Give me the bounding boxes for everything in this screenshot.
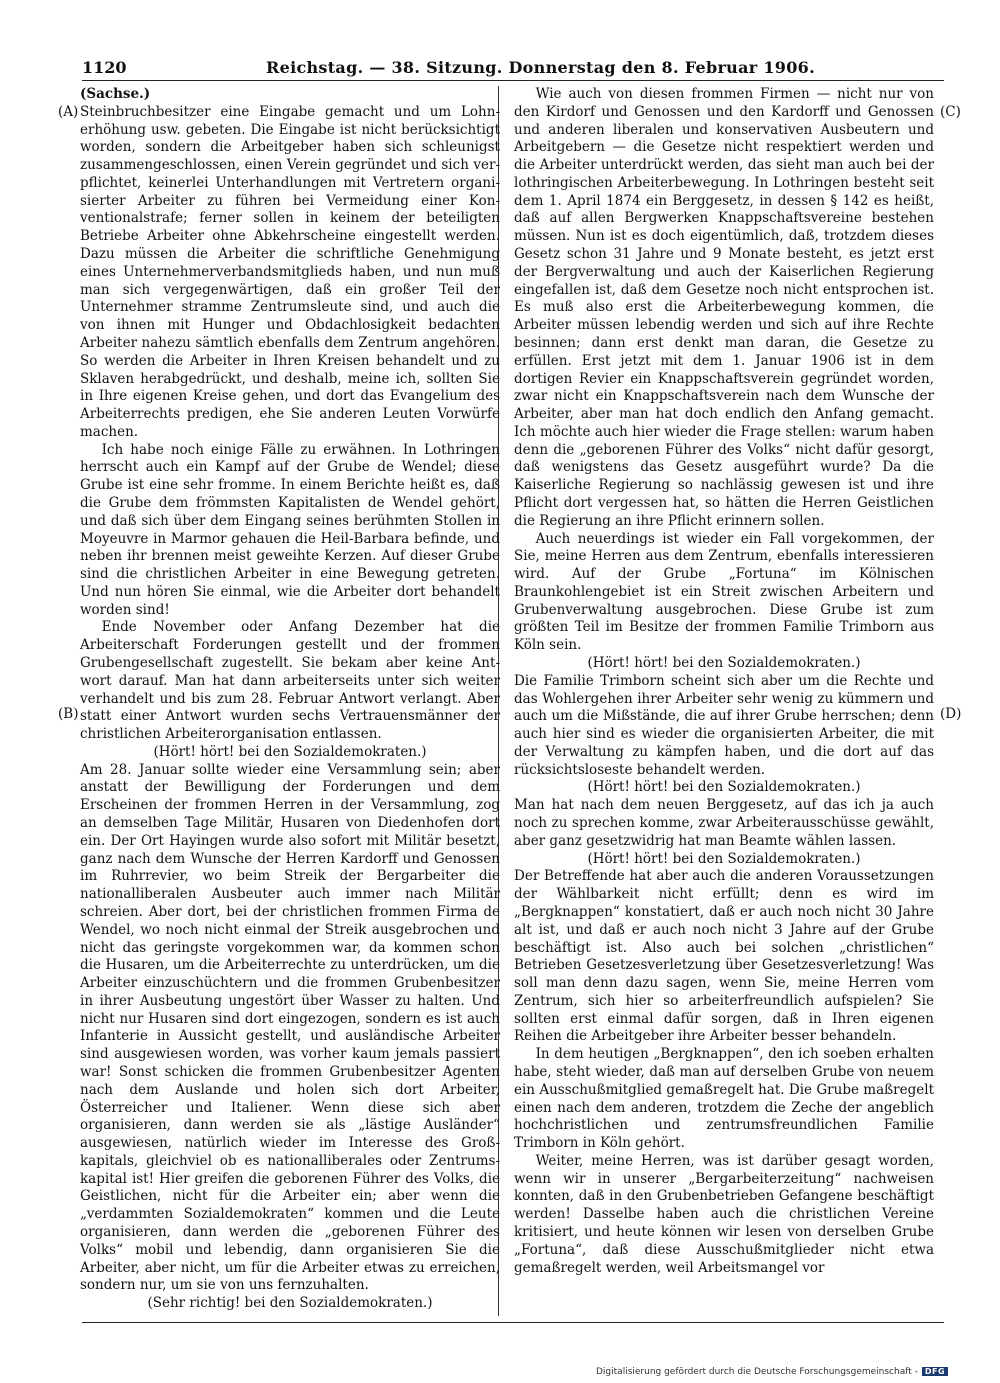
page-title: Reichstag. — 38. Sitzung. Donnerstag den 8. Februar 1906. <box>266 58 815 77</box>
paragraph: Man hat nach dem neuen Berggesetz, auf das ich ja auch noch zu sprechen komme, zwar Arbeiterausschüsse gewählt, aber ganz gesetzwidrig hat man Beamte wählen lassen. <box>514 797 934 849</box>
margin-mark-a: (A) <box>58 104 79 120</box>
paragraph: Auch neuerdings ist wieder ein Fall vorgekommen, der Sie, meine Herren aus dem Zentrum, ebenfalls interessieren wird. Auf der Grube „Fortuna“ im Kölnischen Braunkohlengebiet ist ein Streit zwischen Arbeitern und Grubenverwaltung ausgebrochen. Diese Grube ist zum größten Teil im Besitze der frommen Familie Trimborn aus Köln sein. <box>514 530 934 654</box>
paragraph: Weiter, meine Herren, was ist darüber gesagt worden, wenn wir in unserer „Bergarbeiterzeitung“ nachweisen konnten, daß in den Grubenbetrieben Gefangene beschäftigt werden! Dasselbe haben auch die christlichen Vereine kritisiert, und heute können wir lesen von derselben Grube „Fortuna“, daß diese Ausschußmitglieder nicht etwa gemaßregelt werden, weil Arbeitsmangel vor <box>514 1152 934 1276</box>
left-column <box>80 86 500 1313</box>
speaker-label: (Sachse.) <box>80 86 151 102</box>
paragraph: Die Familie Trimborn scheint sich aber um die Rechte und das Wohlergehen ihrer Arbeiter sehr wenig zu kümmern und auch um die Mißstände, die auf ihrer Grube herrschen; denn auch hier sind es wieder die organisierten Arbeiter, die mit der Verwaltung zu kämpfen haben, und die dort auf das rücksichtsloseste behandelt werden. <box>514 672 934 778</box>
interjection: (Hört! hört! bei den Sozialdemokraten.) <box>587 655 861 671</box>
margin-mark-b: (B) <box>58 706 79 722</box>
right-column <box>514 86 934 1277</box>
paragraph: Der Betreffende hat aber auch die anderen Voraussetzungen der Wählbarkeit nicht erfüllt; denn es wird im „Bergknappen“ konstatiert, daß er auch noch nicht 30 Jahre alt ist, und daß er auch noch nicht 3 Jahre auf der Grube beschäftigt ist. Also auch bei solchen „christlichen“ Betrieben Gesetzesverletzung über Gesetzesverletzung! Was soll man denn dazu sagen, wenn Sie, meine Herren vom Zentrum, sich hier so arbeiterfreundlich aufspielen? Sie sollten erst einmal dafür sorgen, daß in Ihren eigenen Reihen die Arbeitgeber ihre Arbeiter besser behandeln. <box>514 868 934 1045</box>
margin-mark-d: (D) <box>940 706 962 722</box>
paragraph: Ende November oder Anfang Dezember hat die Arbeiterschaft Forderungen gestellt und der frommen Grubengesellschaft zugestellt. Sie bekam aber keine Antwort darauf. Man hat dann arbeiterseits unter sich weiter verhandelt und bis zum 28. Februar Antwort verlangt. Aber statt einer Antwort wurden sechs Vertrauensmänner der christlichen Arbeiterorganisation entlassen. <box>80 619 500 743</box>
margin-mark-c: (C) <box>940 104 961 120</box>
dfg-logo: DFG <box>922 1367 948 1376</box>
page-header <box>82 58 942 80</box>
paragraph: In dem heutigen „Bergknappen“, den ich soeben erhalten habe, steht wieder, daß man auf derselben Grube von neuem ein Ausschußmitglied gemaßregelt hat. Die Grube maßregelt einen nach dem anderen, trotzdem die Zeche der angeblich hochchristlichen und zentrumsfreundlichen Familie Trimborn in Köln gehört. <box>514 1046 934 1152</box>
interjection: (Hört! hört! bei den Sozialdemokraten.) <box>587 850 861 867</box>
paragraph: Am 28. Januar sollte wieder eine Versammlung sein; aber anstatt der Bewilligung der Forderungen und dem Erscheinen der frommen Herren in der Versammlung, zog an demselben Tage Militär, Husaren von Diedenhofen dort ein. Der Ort Hayingen wurde also sofort mit Militär besetzt, ganz nach dem Wunsche der Herren Kardorff und Genossen im Ruhrrevier, wo beim Streik der Bergarbeiter die nationalliberalen Ausbeuter auch immer nach Militär schreien. Aber dort, bei der christlichen frommen Firma de Wendel, wo noch nicht einmal der Streik ausgebrochen und nicht das geringste vorgekommen war, da kommen schon die Husaren, um die Arbeiterrechte zu unterdrücken, um die Arbeiter einzuschüchtern und die frommen Grubenbesitzer in ihrer Ausbeutung ungestört über Wasser zu halten. Und nicht nur Husaren sind dort eingezogen, sondern es ist auch Infanterie in Aussicht gestellt, und ausländische Arbeiter sind ausgewiesen worden, was vorher kaum jemals passiert war! Sonst schicken die frommen Grubenbesitzer Agenten nach dem Auslande und holen sich dort Arbeiter, Österreicher und Italiener. Wenn diese sich aber organisieren, dann werden sie als „lästige Ausländer“ ausgewiesen, natürlich wieder im Interesse des Großkapitals, gleichviel ob es nationalliberales oder Zentrumskapital ist! Hier greifen die geborenen Führer des Volks, die Geistlichen, nicht für die Arbeiter ein; aber wenn die „verdammten Sozialdemokraten“ kommen und die Leute organisieren, dann werden die „geborenen Führer des Volks“ mobil und lebendig, dann organisieren Sie die Arbeiter, aber nicht, um für die Arbeiter etwas zu erreichen, sondern nur, um sie von uns fernzuhalten. <box>80 761 500 1294</box>
footer-text: Digitalisierung gefördert durch die Deutsche Forschungsgemeinschaft - <box>596 1367 918 1377</box>
interjection: (Sehr richtig! bei den Sozialdemokraten.) <box>147 1295 433 1312</box>
footer-rule <box>82 1322 944 1323</box>
paragraph: Wie auch von diesen frommen Firmen — nicht nur von den Kirdorf und Genossen und den Kardorff und Genossen und anderen liberalen und konservativen Ausbeutern und Arbeitgebern — die Gesetze nicht respektiert werden und die Arbeiter unterdrückt werden, das sieht man auch bei der lothringischen Arbeiterbewegung. In Lothringen besteht seit dem 1. April 1874 ein Berggesetz, in dessen § 142 es heißt, daß auf allen Bergwerken Knappschaftsvereine bestehen müssen. Nun ist es doch eigentümlich, daß, trotzdem dieses Gesetz schon 31 Jahre und 9 Monate besteht, es jetzt erst der Bergverwaltung und auch der Kaiserlichen Regierung eingefallen ist, daß dem Gesetze noch nicht entsprochen ist. Es muß also erst die Arbeiterbewegung kommen, die Arbeiter müssen lebendig werden und sich auf ihre Rechte besinnen; dann erst denkt man daran, die Gesetze zu erfüllen. Erst jetzt mit dem 1. Januar 1906 ist in dem dortigen Revier ein Knappschaftsverein gegründet worden, zwar nicht ein Knappschaftsverein nach dem Wunsche der Arbeiter, aber man hat doch endlich den Anfang gemacht. Ich möchte auch hier wieder die Frage stellen: warum haben denn die „geborenen Führer des Volks“ nicht dafür gesorgt, daß wenigstens das Gesetz ausgeführt wurde? Da die Kaiserliche Regierung so nachlässig gewesen ist und ihre Pflicht dort vergessen hat, so hätten die Herren Geistlichen die Regierung an ihre Pflicht erinnern sollen. <box>514 86 934 529</box>
paragraph: Ich habe noch einige Fälle zu erwähnen. In Lothringen herrscht auch ein Kampf auf der Grube de Wendel; diese Grube ist eine sehr fromme. In einem Berichte heißt es, daß die Grube dem frömmsten Kapitalisten de Wendel gehört, und daß sich über dem Eingang seines berühmten Stollen in Moyeuvre in Marmor gehauen die Heil-Barbara befinde, und neben ihr brennen meist geweihte Kerzen. Auf dieser Grube sind die christlichen Arbeiter in eine Bewegung getreten. Und nun hören Sie einmal, wie die Arbeiter dort behandelt worden sind! <box>80 441 500 618</box>
page-number: 1120 <box>82 58 127 77</box>
digitization-footer <box>596 1367 1000 1377</box>
paragraph: Steinbruchbesitzer eine Eingabe gemacht und um Lohnerhöhung usw. gebeten. Die Eingabe ist nicht berücksichtigt worden, sondern die Arbeitgeber haben sich schleunigst zusammengeschlossen, einen Verein gegründet und sich verpflichtet, keinerlei Unterhandlungen mit Vertretern organisierter Arbeiter zu führen bei Vermeidung einer Konventionalstrafe; ferner sollen in keinem der beteiligten Betriebe Arbeiter ohne Abkehrscheine eingestellt werden. Dazu müssen die Arbeiter die schriftliche Genehmigung eines Unternehmerverbandsmitglieds haben, und nun muß man sich vergegenwärtigen, daß ein großer Teil der Unternehmer stramme Zentrumsleute sind, und auch die von ihnen mit Hunger und Obdachlosigkeit bedachten Arbeiter nahezu sämtlich ebenfalls dem Zentrum angehören. So werden die Arbeiter in Ihren Kreisen behandelt und zu Sklaven herabgedrückt, und deshalb, meine ich, sollten Sie in Ihre eigenen Kreise gehen, und dort das Evangelium des Arbeiterrechts predigen, ehe Sie anderen Leuten Vorwürfe machen. <box>80 103 500 440</box>
interjection: (Hört! hört! bei den Sozialdemokraten.) <box>587 779 861 796</box>
header-rule <box>82 80 944 81</box>
interjection: (Hört! hört! bei den Sozialdemokraten.) <box>153 743 427 760</box>
